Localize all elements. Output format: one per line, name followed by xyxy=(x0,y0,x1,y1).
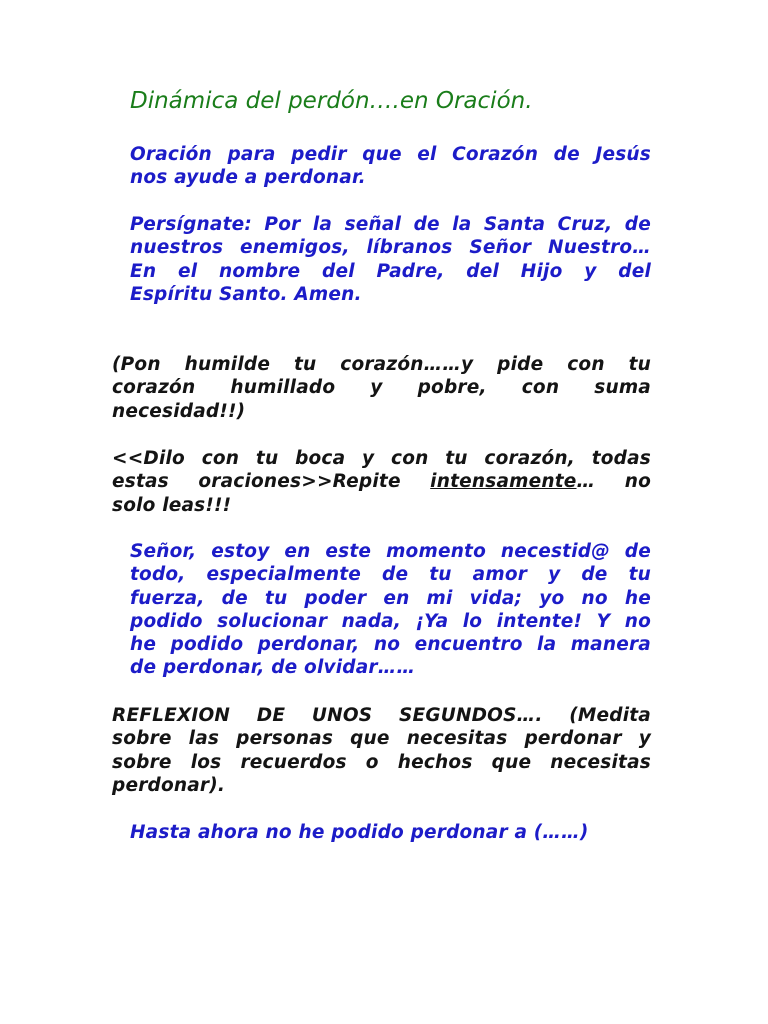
text-line: (Pon humilde tu corazón……y pide con tu xyxy=(112,354,651,375)
text-fragment: estas oraciones>>Repite xyxy=(112,471,431,493)
reflection-paragraph xyxy=(112,704,651,797)
text-line: todo, especialmente de tu amor y de tu xyxy=(130,564,651,586)
text-line: de perdonar, de olvidar…… xyxy=(130,657,416,679)
text-line: fuerza, de tu poder en mi vida; yo no he xyxy=(130,587,651,609)
text-line: he podido perdonar, no encuentro la manera xyxy=(130,634,651,656)
underlined-emphasis: intensamente xyxy=(430,471,577,493)
text-line: necesidad!!) xyxy=(112,400,246,422)
text-line: REFLEXION DE UNOS SEGUNDOS…. (Medita xyxy=(112,705,651,726)
say-it-paragraph xyxy=(112,447,651,517)
text-line-with-emphasis xyxy=(112,470,651,493)
lord-prayer-paragraph xyxy=(130,540,651,680)
text-line: nuestros enemigos, líbranos Señor Nuestro… xyxy=(130,237,651,259)
text-line: Señor, estoy en este momento necestid@ de xyxy=(130,541,651,562)
text-line: podido solucionar nada, ¡Ya lo intente! Y no xyxy=(130,610,651,632)
text-line: perdonar). xyxy=(112,774,226,796)
text-line: sobre las personas que necesitas perdonar y xyxy=(112,728,651,750)
text-line: nos ayude a perdonar. xyxy=(130,167,366,189)
text-line: Persígnate: Por la señal de la Santa Cruz, de xyxy=(130,214,651,235)
humble-heart-paragraph xyxy=(112,353,651,423)
sign-of-cross-paragraph xyxy=(130,213,651,306)
text-line: solo leas!!! xyxy=(112,494,232,516)
text-line: sobre los recuerdos o hechos que necesitas xyxy=(112,751,651,773)
until-now-paragraph xyxy=(130,821,651,844)
text-line: Espíritu Santo. Amen. xyxy=(130,283,362,305)
text-line: Hasta ahora no he podido perdonar a (……) xyxy=(130,822,589,843)
document-title: Dinámica del perdón….en Oración. xyxy=(130,88,533,114)
text-line: En el nombre del Padre, del Hijo y del xyxy=(130,260,651,282)
text-line: corazón humillado y pobre, con suma xyxy=(112,377,651,399)
text-fragment: … no xyxy=(576,471,651,493)
text-line: Oración para pedir que el Corazón de Jesús xyxy=(130,144,651,165)
prayer-intro-paragraph xyxy=(130,143,651,190)
text-line: <<Dilo con tu boca y con tu corazón, todas xyxy=(112,448,651,469)
